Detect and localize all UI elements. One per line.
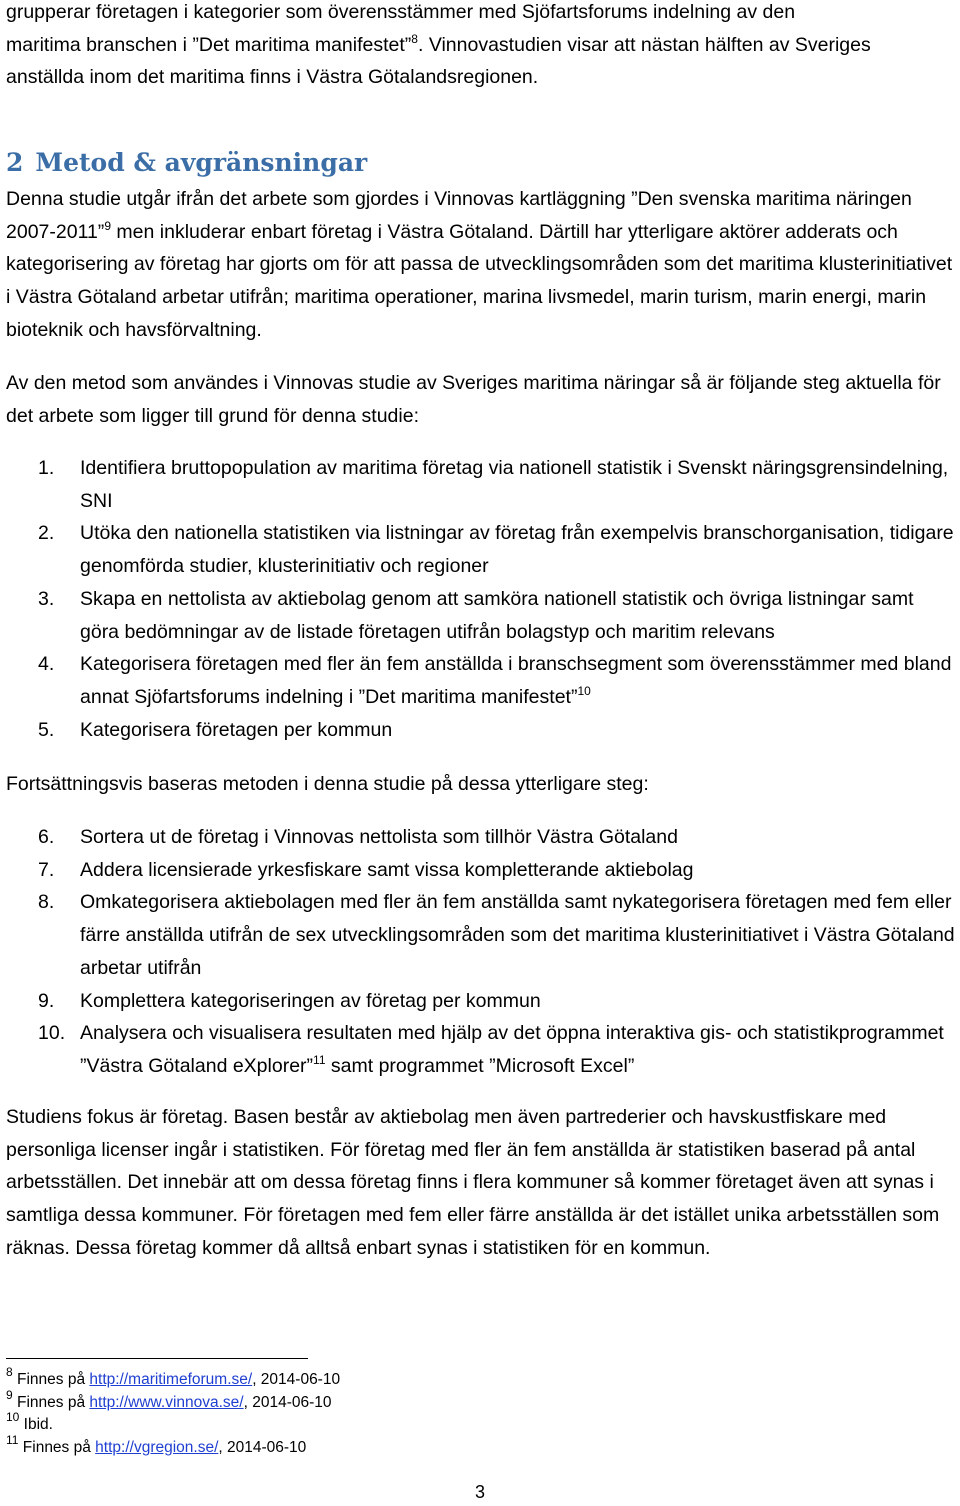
list-item — [0, 821, 956, 854]
footnote-ref[interactable]: 10 — [577, 683, 591, 698]
list-item — [0, 1017, 956, 1082]
list-item — [0, 886, 956, 984]
list-item-text: Skapa en nettolista av aktiebolag genom att samköra nationell statistik och övriga listningar samt göra bedömningar av de listade företagen utifrån bolagstyp och maritim relevans — [80, 587, 914, 643]
list-item-text: Addera licensierade yrkesfiskare samt vissa kompletterande aktiebolag — [80, 858, 694, 881]
list-item-number: 1. — [38, 457, 55, 479]
footnote-text: Ibid. — [23, 1416, 53, 1433]
list-item-number: 8. — [38, 891, 55, 914]
footnote-number: 9 — [6, 1387, 13, 1402]
list-item-text: Omkategorisera aktiebolagen med fler än fem anställda samt nykategorisera företagen med fem eller färre anställda utifrån de sex utvecklingsområden som det maritima klusterinitiativet i Västra Götaland arbetar utifrån — [80, 891, 955, 979]
list-item-text: Kategorisera företagen per kommun — [80, 718, 393, 741]
intro-line-2: maritima branschen i ”Det maritima manifestet”$^8$. Vinnovastudien visar att nästan hälften av Sveriges — [6, 31, 871, 56]
focus-paragraph: Studiens fokus är företag. Basen består av aktiebolag men även partrederier och havskustfiskare med personliga licenser ingår i statistiken. För företag med fler än fem anställda är statistiken baserad på antal arbetsställen. Det innebär att om dessa företag finns i flera kommuner så kommer företaget även att synas i samtliga dessa kommuner. För företagen med fem eller färre anställda är det istället unika arbetsställen som räknas. Dessa företag kommer då alltså enbart synas i statistiken för en kommun. — [6, 1106, 940, 1259]
list-item-text: Sortera ut de företag i Vinnovas nettolista som tillhör Västra Götaland — [80, 826, 678, 848]
footnote-text: Finnes på — [17, 1393, 90, 1411]
list-item-number: 2. — [38, 522, 55, 545]
steps-list-vinnova — [0, 452, 956, 746]
footnote-number: 11 — [6, 1432, 19, 1447]
list-item — [0, 517, 956, 582]
footnote-link[interactable]: http://vgregion.se/ — [95, 1438, 219, 1456]
list-item — [0, 583, 956, 648]
section-number: 2 — [6, 148, 24, 177]
footnote-date: , 2014-06-10 — [252, 1371, 341, 1388]
list-item — [0, 854, 956, 887]
list-item-number: 3. — [38, 587, 55, 610]
intro-line-1: grupperar företagen i kategorier som överensstämmer med Sjöfartsforums indelning av den — [6, 1, 796, 23]
footnote-link[interactable]: http://www.vinnova.se/ — [89, 1393, 244, 1411]
list-item-number: 10. — [38, 1022, 66, 1045]
footnote-ref[interactable]: 11 — [313, 1052, 326, 1067]
list-item-text-continued: samt programmet ”Microsoft Excel” — [325, 1054, 635, 1077]
steps-list-additional — [0, 821, 956, 1083]
footnote — [6, 1410, 706, 1437]
footnote — [6, 1365, 706, 1392]
list-item — [0, 452, 956, 517]
list-item-number: 9. — [38, 989, 55, 1012]
footnotes — [6, 1365, 706, 1459]
footnote-text: Finnes på — [22, 1438, 96, 1456]
footnote — [6, 1432, 706, 1460]
footnote — [6, 1387, 706, 1415]
list-item-text: Analysera och visualisera resultaten med hjälp av det öppna interaktiva gis- och statistikprogrammet ”Västra Götaland eXplorer” — [80, 1022, 944, 1077]
footnote-number: 8 — [6, 1365, 13, 1379]
footnote-date: , 2014-06-10 — [218, 1438, 307, 1456]
footnote-link[interactable]: http://maritimeforum.se/ — [89, 1371, 253, 1388]
list-item-text: Utöka den nationella statistiken via listningar av företag från exempelvis branschorganisation, tidigare genomförda studier, klusterinitiativ och regioner — [80, 522, 954, 578]
method-paragraph: Denna studie utgår ifrån det arbete som gjordes i Vinnovas kartläggning ”Den svenska maritima näringen 2007-2011”$^9$ men inkluderar enbart företag i Västra Götaland. Därtill har ytterligare aktörer adderats och kategorisering av företag har gjorts om för att passa de utvecklingsområden som det maritima klusterinitiativet i Västra Götaland arbetar utifrån; maritima operationer, marina livsmedel, marin turism, marin energi, marin bioteknik och havsförvaltning. — [6, 188, 953, 341]
footnote-ref[interactable]: 8 — [411, 31, 418, 46]
list-item — [0, 648, 956, 713]
list-item-number: 7. — [38, 858, 55, 881]
list-item — [0, 985, 956, 1018]
footnote-text: Finnes på — [17, 1371, 90, 1388]
footnote-separator — [6, 1358, 308, 1359]
footnote-number: 10 — [6, 1410, 20, 1424]
footnote-date: , 2014-06-10 — [243, 1393, 332, 1411]
steps-intro-paragraph: Av den metod som användes i Vinnovas studie av Sveriges maritima näringar så är följande steg aktuella för det arbete som ligger till grund för denna studie: — [6, 372, 941, 427]
list-item-text: Komplettera kategoriseringen av företag per kommun — [80, 989, 541, 1012]
list-item-text: Identifiera bruttopopulation av maritima företag via nationell statistik i Svenskt näringsgrensindelning, SNI — [80, 457, 949, 512]
list-item — [0, 714, 956, 747]
list-item-number: 6. — [38, 826, 55, 848]
intro-line-3: anställda inom det maritima finns i Västra Götalandsregionen. — [6, 66, 539, 89]
list-item-number: 5. — [38, 718, 55, 741]
list-item-number: 4. — [38, 653, 55, 676]
section-heading — [6, 143, 367, 183]
footnote-ref[interactable]: 9 — [104, 218, 111, 233]
continuation-paragraph: Fortsättningsvis baseras metoden i denna studie på dessa ytterligare steg: — [6, 773, 649, 795]
section-title: Metod & avgränsningar — [35, 148, 368, 177]
list-item-text: Kategorisera företagen med fler än fem anställda i branschsegment som överensstämmer med bland annat Sjöfartsforums indelning i ”Det maritima manifestet” — [80, 653, 952, 708]
intro-paragraph — [6, 0, 956, 94]
page-number: 3 — [474, 1482, 485, 1502]
